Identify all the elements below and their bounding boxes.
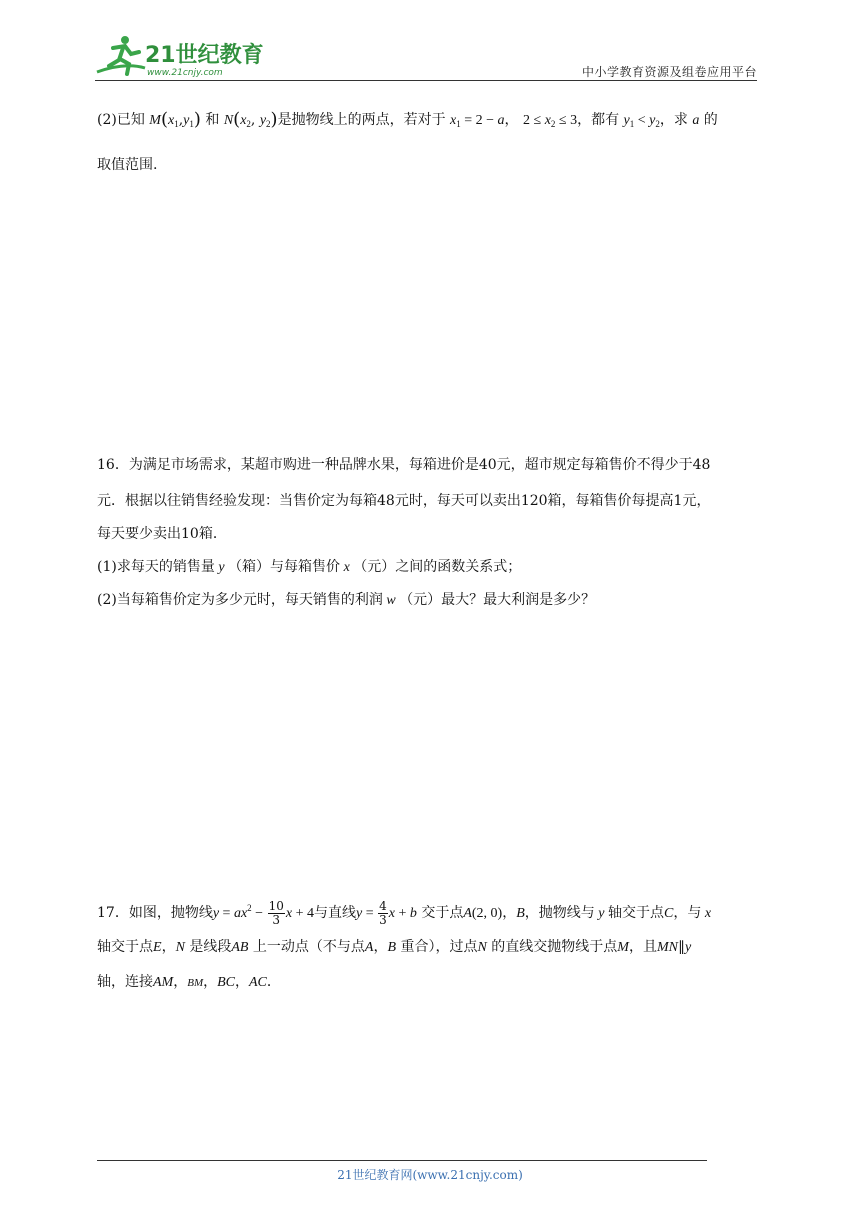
q16-line2: 元．根据以往销售经验发现：当售价定为每箱48元时，每天可以卖出120箱，每箱售价每提高1元， [97,493,711,509]
header-divider [95,80,757,81]
q16-line1: 16．为满足市场需求，某超市购进一种品牌水果，每箱进价是40元，超市规定每箱售价不得少于48 [97,457,711,473]
q15-part2-line2: 取值范围. [97,157,158,173]
runner-icon [97,36,145,74]
svg-text:www.21cnjy.com: www.21cnjy.com [147,68,223,78]
footer-text: 21世纪教育网(www.21cnjy.com) [337,1168,523,1182]
q16-line3: 每天要少卖出10箱． [97,526,227,542]
site-logo [95,32,265,78]
q15-part2-line1: (2)已知 $M(x_1,y_1)$ 和 $N(x_2$, $y_2$)是抛物线上的两点，若对于 $x_1 = 2 - a$， $2 \le x_2 \le 3$，都有 $y_1 < y_2$，求 a 的 [97,109,718,130]
platform-name: 中小学教育资源及组卷应用平台 [581,65,757,79]
q17-line3: 轴，连接AM，BM，BC，AC． [97,974,281,990]
svg-text:21世纪教育: 21世纪教育 [145,43,264,68]
q16-part2: (2)当每箱售价定为多少元时，每天销售的利润 w （元）最大？最大利润是多少？ [97,592,596,608]
q17-line1: 17．如图，抛物线$y = ax^2$ − $\frac{10}{3}$ x + 4与直线y = $\frac{4}{3}$ x + b 交于点A(2, 0)，B，抛物线与 y 轴交于点C，与 x [97,898,712,927]
q16-part1: (1)求每天的销售量 y （箱）与每箱售价 x （元）之间的函数关系式； [97,559,522,575]
page-header [95,28,757,80]
footer-divider [97,1160,707,1161]
q17-line2: 轴交于点E，N 是线段AB 上一动点（不与点A，B 重合），过点N 的直线交抛物线于点M，且MN∥y [97,939,692,955]
